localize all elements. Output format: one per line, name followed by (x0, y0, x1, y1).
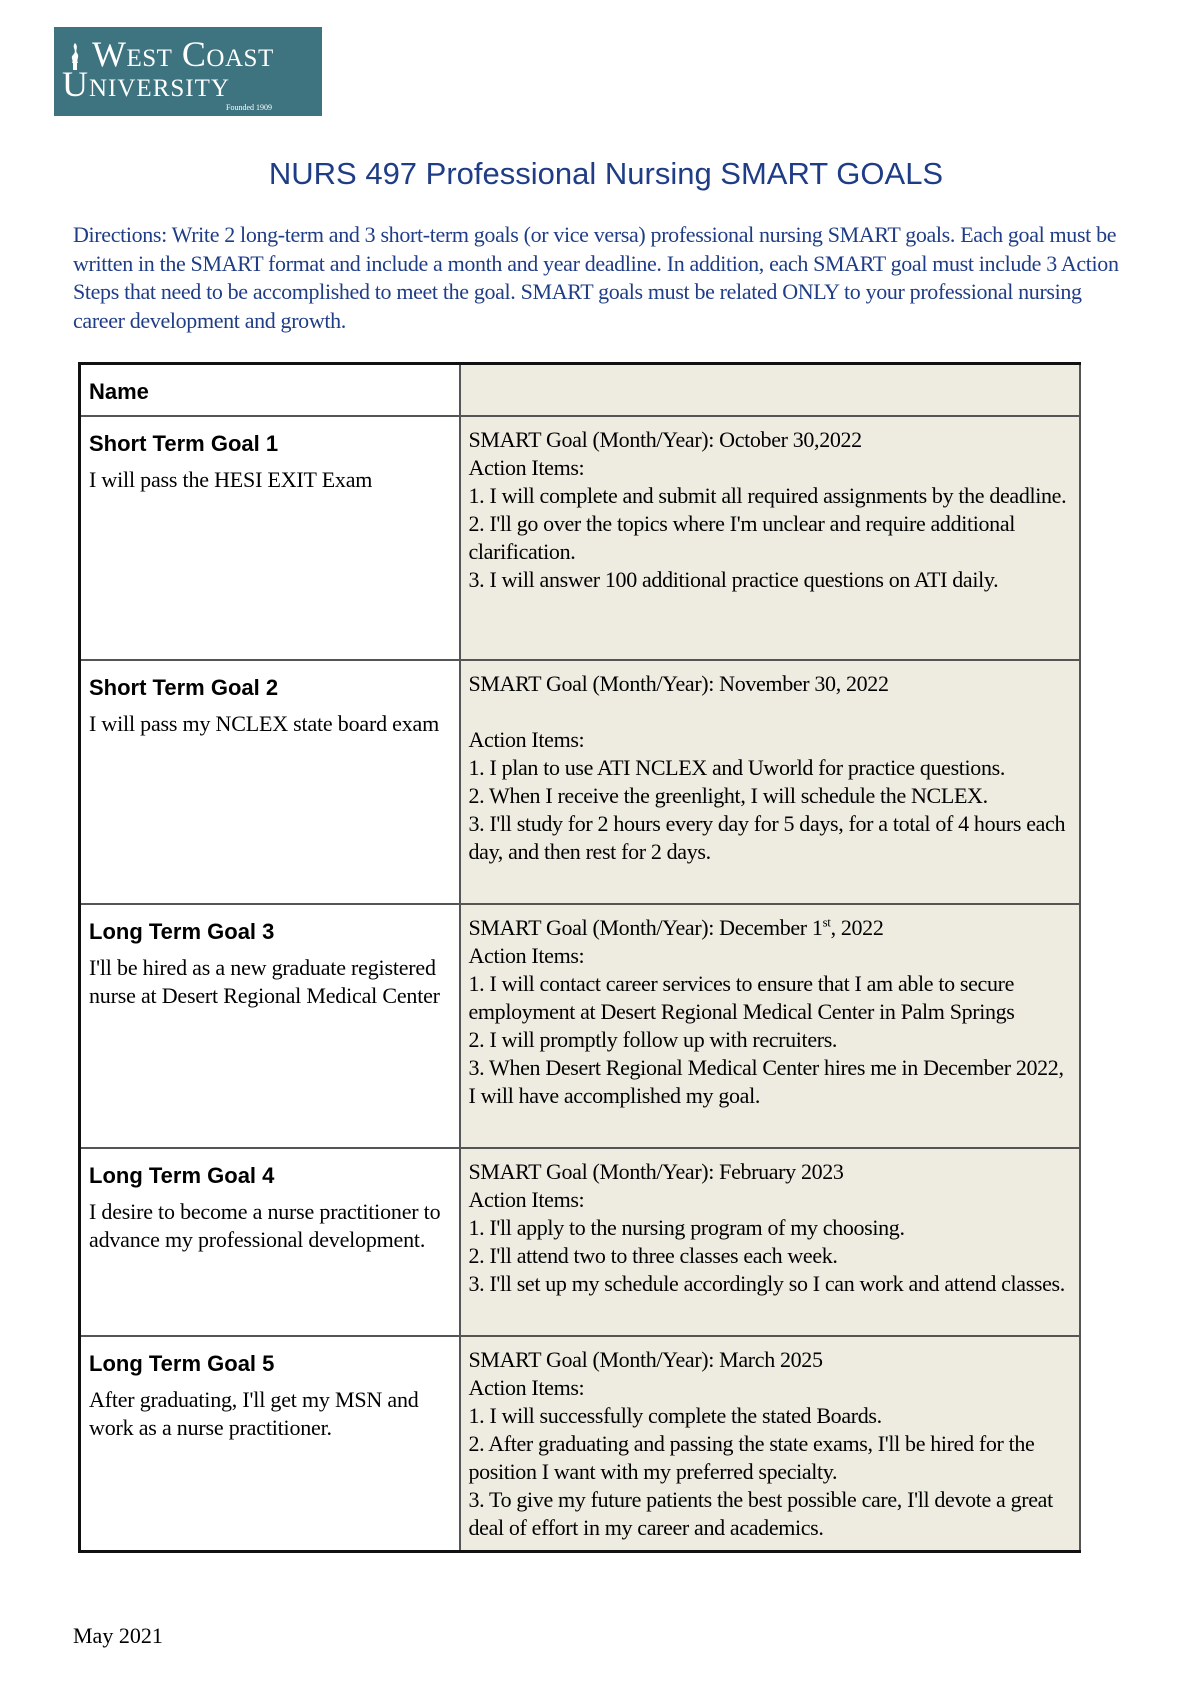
table-row (80, 904, 1080, 1148)
action-item: 2. When I receive the greenlight, I will schedule the NCLEX. (468, 782, 988, 808)
action-items-label: Action Items: (468, 454, 585, 480)
action-item: 2. I'll go over the topics where I'm unclear and require additional clarification. (468, 510, 1015, 564)
table-row (80, 416, 1080, 660)
goal-heading: Long Term Goal 5 (89, 1350, 275, 1376)
goal-detail-cell (460, 1336, 1080, 1552)
name-label-cell (80, 364, 460, 416)
action-items-label: Action Items: (468, 1374, 585, 1400)
goal-label-cell (80, 904, 460, 1148)
page-title: NURS 497 Professional Nursing SMART GOALS (268, 156, 944, 191)
name-value-cell[interactable] (460, 364, 1080, 416)
date-ordinal-suffix: st (822, 914, 831, 930)
action-item: 1. I will successfully complete the stated Boards. (468, 1402, 882, 1428)
action-item: 3. I'll set up my schedule accordingly so I can work and attend classes. (468, 1270, 1065, 1296)
logo-founded: Founded 1909 (226, 103, 272, 112)
action-items-label: Action Items: (468, 942, 585, 968)
action-item: 3. I will answer 100 additional practice questions on ATI daily. (468, 566, 999, 592)
goal-label-cell (80, 660, 460, 904)
action-item: 2. I will promptly follow up with recruiters. (468, 1026, 838, 1052)
goal-text: I will pass the HESI EXIT Exam (89, 466, 373, 492)
smart-goals-table (78, 362, 1081, 1553)
smart-goal-date: SMART Goal (Month/Year): October 30,2022 (468, 426, 862, 452)
smart-goal-date: SMART Goal (Month/Year): November 30, 2022 (468, 670, 889, 696)
name-label: Name (89, 379, 149, 404)
goal-detail-cell (460, 660, 1080, 904)
action-item: 2. I'll attend two to three classes each week. (468, 1242, 838, 1268)
goal-heading: Long Term Goal 3 (89, 918, 275, 944)
logo-text-line2: University (62, 64, 230, 104)
goal-heading: Short Term Goal 1 (89, 430, 279, 456)
goal-label-cell (80, 1336, 460, 1552)
directions-text: Directions: Write 2 long-term and 3 short-term goals (or vice versa) professional nursing SMART goals. Each goal must be written in the SMART format and include a month and year deadline. In addition, each SMART goal must include 3 Action Steps that need to be accomplished to meet the goal. SMART goals must be related ONLY to your professional nursing career development and growth. (73, 222, 1119, 333)
logo-text-line1: West Coast (92, 34, 274, 74)
goal-label-cell (80, 416, 460, 660)
action-item: 2. After graduating and passing the state exams, I'll be hired for the position I want with my preferred specialty. (468, 1430, 1035, 1484)
action-item: 1. I'll apply to the nursing program of my choosing. (468, 1214, 905, 1240)
table-row (80, 660, 1080, 904)
goal-text: After graduating, I'll get my MSN and work as a nurse practitioner. (89, 1386, 419, 1440)
table-row (80, 1148, 1080, 1336)
smart-goal-date: SMART Goal (Month/Year): March 2025 (468, 1346, 823, 1372)
action-item: 3. To give my future patients the best possible care, I'll devote a great deal of effort in my career and academics. (468, 1486, 1053, 1540)
goal-text: I will pass my NCLEX state board exam (89, 710, 440, 736)
action-items-label: Action Items: (468, 1186, 585, 1212)
goal-detail-cell (460, 416, 1080, 660)
goal-text: I'll be hired as a new graduate registered nurse at Desert Regional Medical Center (89, 954, 440, 1008)
university-logo (54, 27, 322, 116)
action-item: 3. When Desert Regional Medical Center hires me in December 2022, I will have accomplished my goal. (468, 1054, 1064, 1108)
goal-label-cell (80, 1148, 460, 1336)
smart-goal-date: SMART Goal (Month/Year): December 1st, 2022 (468, 914, 884, 940)
footer-date: May 2021 (73, 1623, 163, 1648)
table-row-name (80, 364, 1080, 416)
smart-goal-date: SMART Goal (Month/Year): February 2023 (468, 1158, 844, 1184)
goal-text: I desire to become a nurse practitioner to advance my professional development. (89, 1198, 441, 1252)
action-item: 3. I'll study for 2 hours every day for 5 days, for a total of 4 hours each day, and then rest for 2 days. (468, 810, 1066, 864)
goal-detail-cell (460, 904, 1080, 1148)
action-item: 1. I plan to use ATI NCLEX and Uworld for practice questions. (468, 754, 1005, 780)
goal-heading: Short Term Goal 2 (89, 674, 279, 700)
action-items-label: Action Items: (468, 726, 585, 752)
goal-detail-cell (460, 1148, 1080, 1336)
action-item: 1. I will contact career services to ensure that I am able to secure employment at Desert Regional Medical Center in Palm Springs (468, 970, 1015, 1024)
table-row (80, 1336, 1080, 1552)
action-item: 1. I will complete and submit all required assignments by the deadline. (468, 482, 1067, 508)
goal-heading: Long Term Goal 4 (89, 1162, 275, 1188)
